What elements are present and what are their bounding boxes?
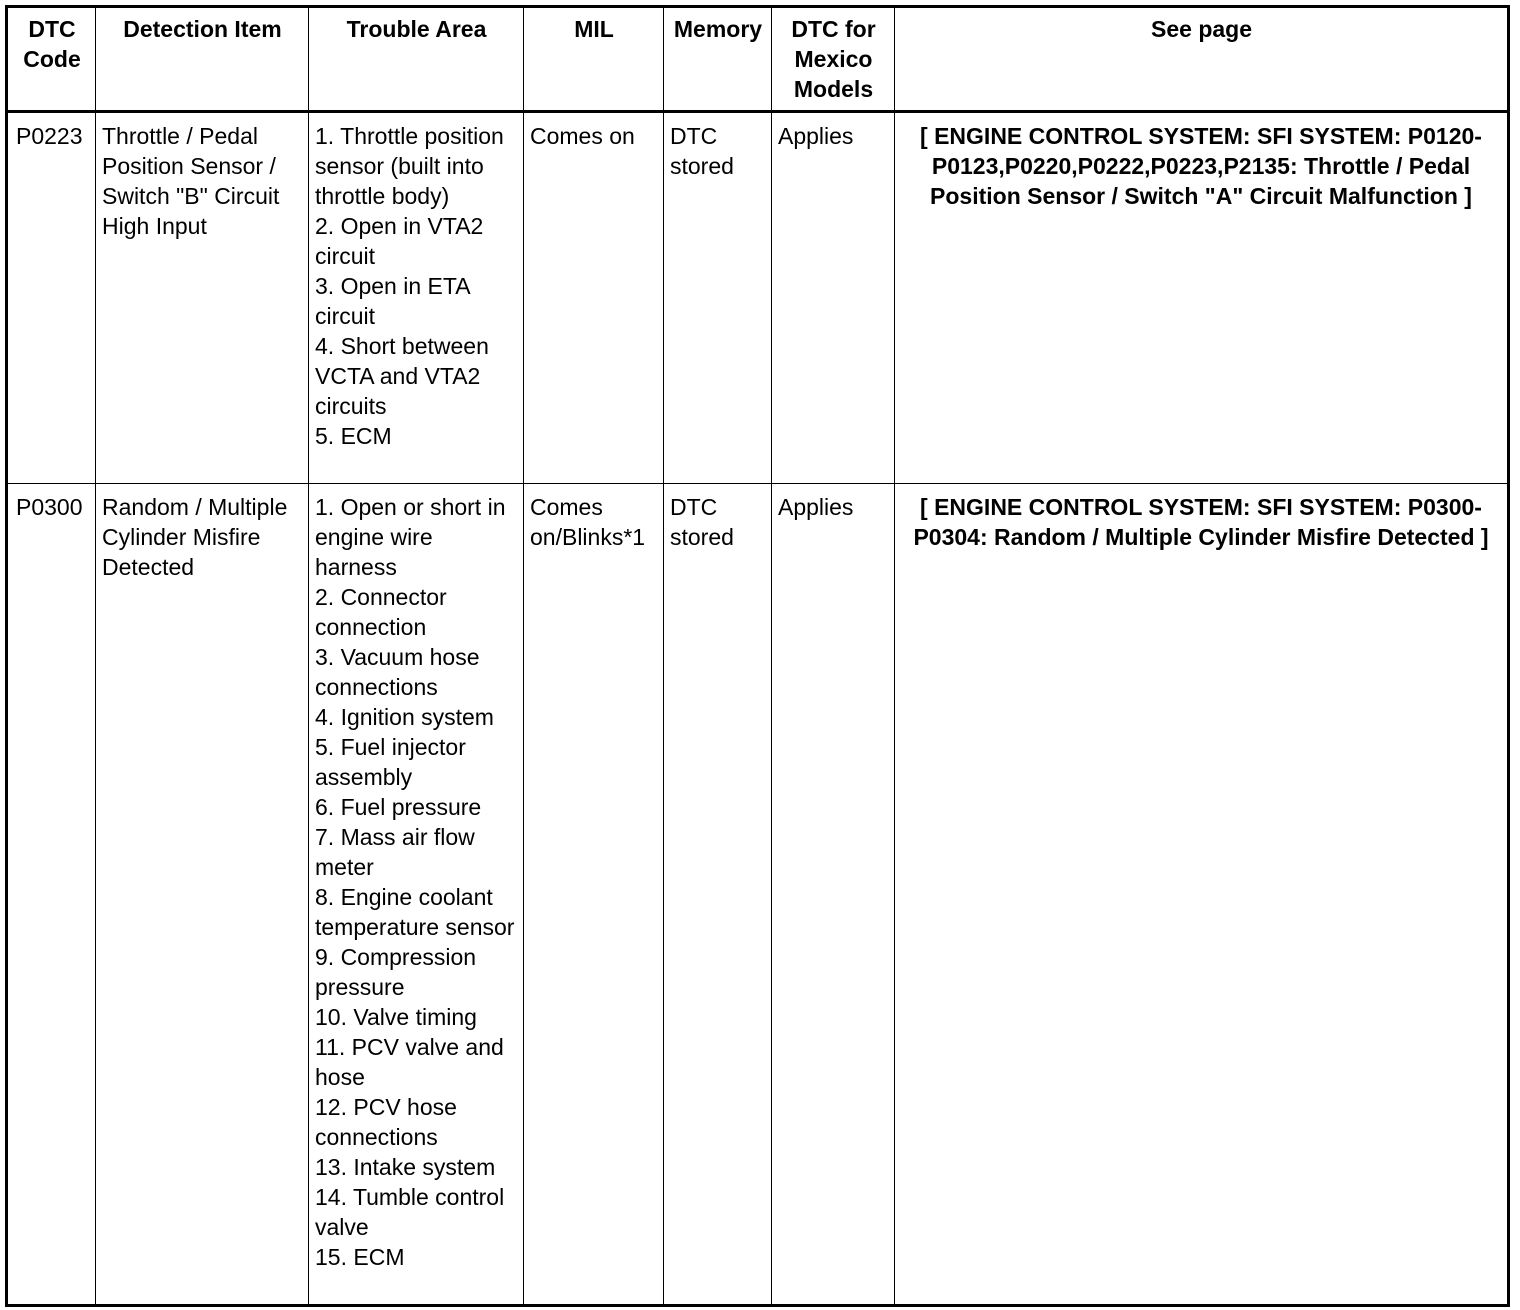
header-dtc-code: DTC Code	[7, 7, 96, 112]
header-mil: MIL	[524, 7, 664, 112]
dtc-code-cell: P0223	[7, 112, 96, 484]
table-header-row	[7, 7, 1509, 112]
trouble-area-item: 15. ECM	[315, 1244, 405, 1270]
trouble-area-item: 3. Vacuum hose connections	[315, 644, 480, 700]
detection-item-cell: Random / Multiple Cylinder Misfire Detected	[96, 484, 309, 1306]
table-row	[7, 484, 1509, 1306]
trouble-area-item: 7. Mass air flow meter	[315, 824, 475, 880]
trouble-area-item: 5. Fuel injector assembly	[315, 734, 466, 790]
trouble-area-item: 13. Intake system	[315, 1154, 496, 1180]
trouble-area-item: 11. PCV valve and hose	[315, 1034, 504, 1090]
trouble-area-list	[315, 492, 518, 1272]
trouble-area-item: 2. Open in VTA2 circuit	[315, 213, 484, 269]
memory-cell: DTC stored	[664, 484, 772, 1306]
trouble-area-item: 5. ECM	[315, 423, 392, 449]
document-page	[5, 5, 1507, 1303]
trouble-area-item: 9. Compression pressure	[315, 944, 477, 1000]
header-memory: Memory	[664, 7, 772, 112]
mil-cell: Comes on/Blinks*1	[524, 484, 664, 1306]
header-detection-item: Detection Item	[96, 7, 309, 112]
trouble-area-cell	[309, 112, 524, 484]
header-trouble-area: Trouble Area	[309, 7, 524, 112]
detection-item-cell: Throttle / Pedal Position Sensor / Switch "B" Circuit High Input	[96, 112, 309, 484]
trouble-area-cell	[309, 484, 524, 1306]
dtc-mexico-cell: Applies	[772, 112, 895, 484]
trouble-area-item: 4. Ignition system	[315, 704, 494, 730]
trouble-area-item: 6. Fuel pressure	[315, 794, 482, 820]
trouble-area-list	[315, 121, 518, 451]
header-dtc-mexico: DTC for Mexico Models	[772, 7, 895, 112]
trouble-area-item: 14. Tumble control valve	[315, 1184, 505, 1240]
see-page-link[interactable]: [ ENGINE CONTROL SYSTEM: SFI SYSTEM: P0300-P0304: Random / Multiple Cylinder Misfire Detected ]	[895, 484, 1509, 1306]
trouble-area-item: 1. Throttle position sensor (built into throttle body)	[315, 123, 504, 209]
trouble-area-item: 10. Valve timing	[315, 1004, 477, 1030]
memory-cell: DTC stored	[664, 112, 772, 484]
dtc-mexico-cell: Applies	[772, 484, 895, 1306]
mil-cell: Comes on	[524, 112, 664, 484]
see-page-link[interactable]: [ ENGINE CONTROL SYSTEM: SFI SYSTEM: P0120-P0123,P0220,P0222,P0223,P2135: Throttle / Pedal Position Sensor / Switch "A" Circuit Malfunction ]	[895, 112, 1509, 484]
table-row	[7, 112, 1509, 484]
dtc-code-cell: P0300	[7, 484, 96, 1306]
dtc-table	[5, 5, 1510, 1307]
trouble-area-item: 8. Engine coolant temperature sensor	[315, 884, 515, 940]
header-see-page: See page	[895, 7, 1509, 112]
trouble-area-item: 1. Open or short in engine wire harness	[315, 494, 506, 580]
trouble-area-item: 4. Short between VCTA and VTA2 circuits	[315, 333, 489, 419]
trouble-area-item: 2. Connector connection	[315, 584, 447, 640]
trouble-area-item: 3. Open in ETA circuit	[315, 273, 470, 329]
trouble-area-item: 12. PCV hose connections	[315, 1094, 457, 1150]
